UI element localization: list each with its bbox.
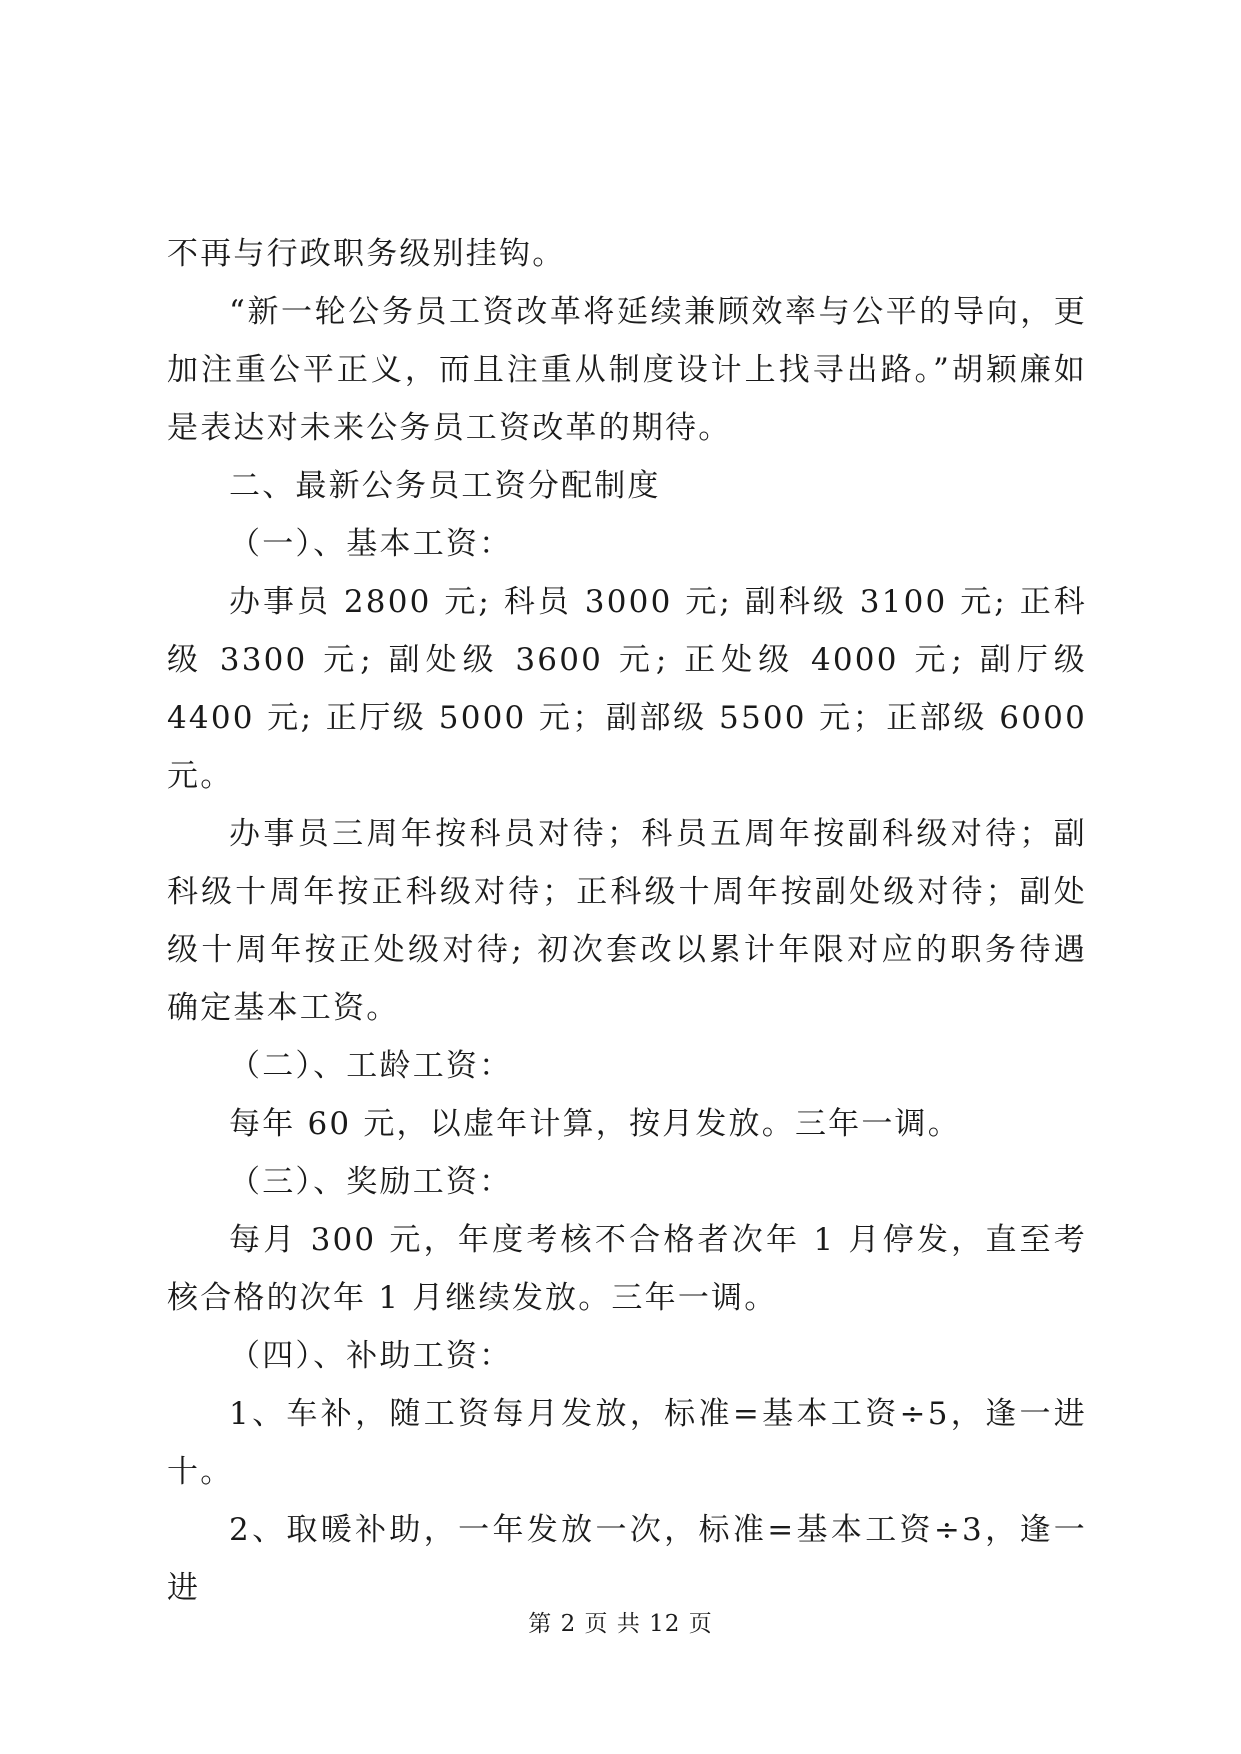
subsection-heading-basic-salary: （一）、基本工资： [229,526,513,562]
paragraph-bonus-pay: 每月 300 元，年度考核不合格者次年 1 月停发，直至考核合格的次年 1 月继续发放。三年一调。 [167,1222,1087,1316]
list-item-car-allowance: 1、车补，随工资每月发放，标准=基本工资÷5，逢一进十。 [167,1396,1087,1490]
section-heading: 二、最新公务员工资分配制度 [229,468,661,504]
document-body [167,225,1087,1617]
subsection-heading-bonus-pay: （三）、奖励工资： [229,1164,513,1200]
paragraph-promotion-rules: 办事员三周年按科员对待；科员五周年按副科级对待；副科级十周年按正科级对待；正科级十周年按副处级对待；副处级十周年按正处级对待; 初次套改以累计年限对应的职务待遇确定基本工资。 [167,816,1087,1026]
paragraph-continuation: 不再与行政职务级别挂钩。 [167,236,566,272]
subsection-heading-seniority-pay: （二）、工龄工资： [229,1048,513,1084]
list-item-heating-allowance: 2、取暖补助，一年发放一次，标准=基本工资÷3，逢一进 [167,1512,1087,1606]
paragraph-seniority-pay: 每年 60 元，以虚年计算，按月发放。三年一调。 [229,1106,961,1142]
page-number-footer: 第 2 页 共 12 页 [528,1611,713,1637]
subsection-heading-allowance: （四）、补助工资： [229,1338,513,1374]
paragraph-salary-levels: 办事员 2800 元; 科员 3000 元; 副科级 3100 元; 正科级 3300 元; 副处级 3600 元; 正处级 4000 元; 副厅级 4400 元; 正厅级 5000 元；副部级 5500 元；正部级 6000 元。 [167,584,1087,794]
paragraph-quote: “新一轮公务员工资改革将延续兼顾效率与公平的导向，更加注重公平正义，而且注重从制度设计上找寻出路。”胡颖廉如是表达对未来公务员工资改革的期待。 [167,294,1087,446]
